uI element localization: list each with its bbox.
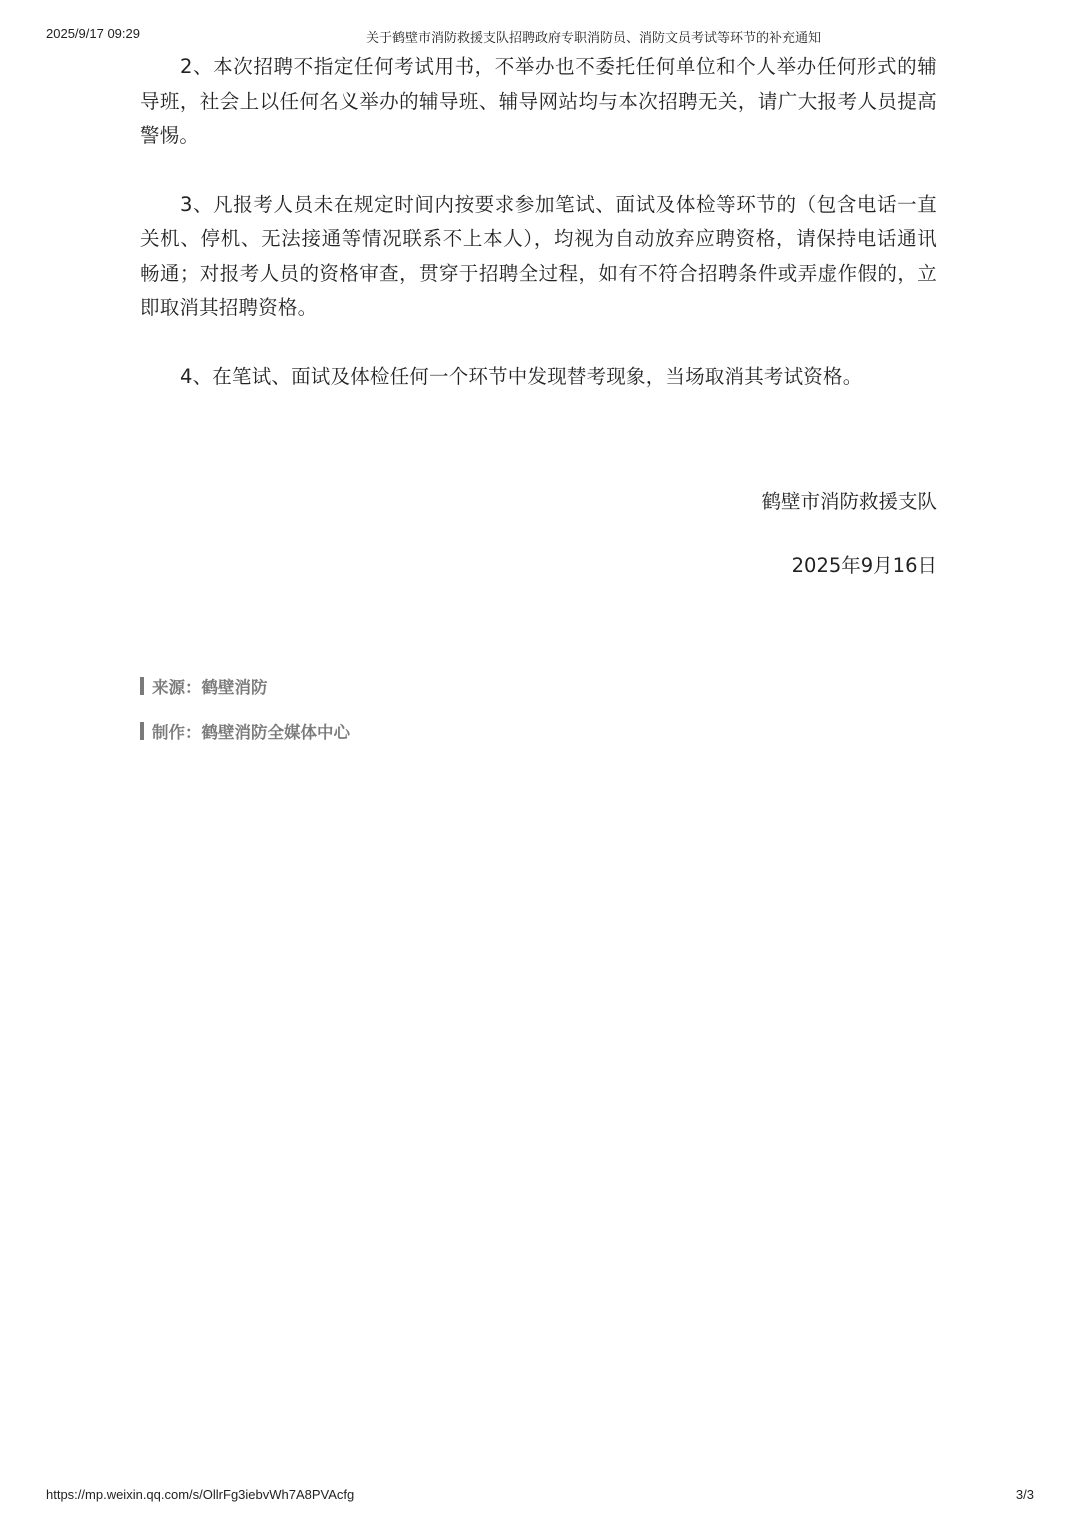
bar-icon — [140, 677, 144, 695]
print-datetime: 2025/9/17 09:29 — [46, 26, 140, 41]
print-page-number: 3/3 — [1015, 1487, 1034, 1502]
paragraph-item-3: 3、凡报考人员未在规定时间内按要求参加笔试、面试及体检等环节的（包含电话一直关机、停机、无法接通等情况联系不上本人），均视为自动放弃应聘资格，请保持电话通讯畅通；对报考人员的资格审查，贯穿于招聘全过程，如有不符合招聘条件或弄虚作假的，立即取消其招聘资格。 — [140, 192, 937, 319]
bar-icon — [140, 722, 144, 740]
source-line — [140, 674, 268, 698]
print-footer-url: https://mp.weixin.qq.com/s/OllrFg3iebvWh7A8PVAcfg — [46, 1487, 355, 1502]
paragraph-item-4: 4、在笔试、面试及体检任何一个环节中发现替考现象，当场取消其考试资格。 — [180, 364, 863, 388]
producer-line — [140, 719, 350, 743]
paragraph-item-2: 2、本次招聘不指定任何考试用书，不举办也不委托任何单位和个人举办任何形式的辅导班，社会上以任何名义举办的辅导班、辅导网站均与本次招聘无关，请广大报考人员提高警惕。 — [140, 55, 937, 147]
signature-organization: 鹤壁市消防救援支队 — [761, 490, 937, 513]
article-body — [140, 50, 937, 394]
print-header-title: 关于鹤壁市消防救援支队招聘政府专职消防员、消防文员考试等环节的补充通知 — [366, 31, 822, 46]
signature-date: 2025年9月16日 — [791, 554, 937, 577]
source-text: 来源：鹤壁消防 — [152, 678, 268, 697]
producer-text: 制作：鹤壁消防全媒体中心 — [152, 723, 350, 742]
